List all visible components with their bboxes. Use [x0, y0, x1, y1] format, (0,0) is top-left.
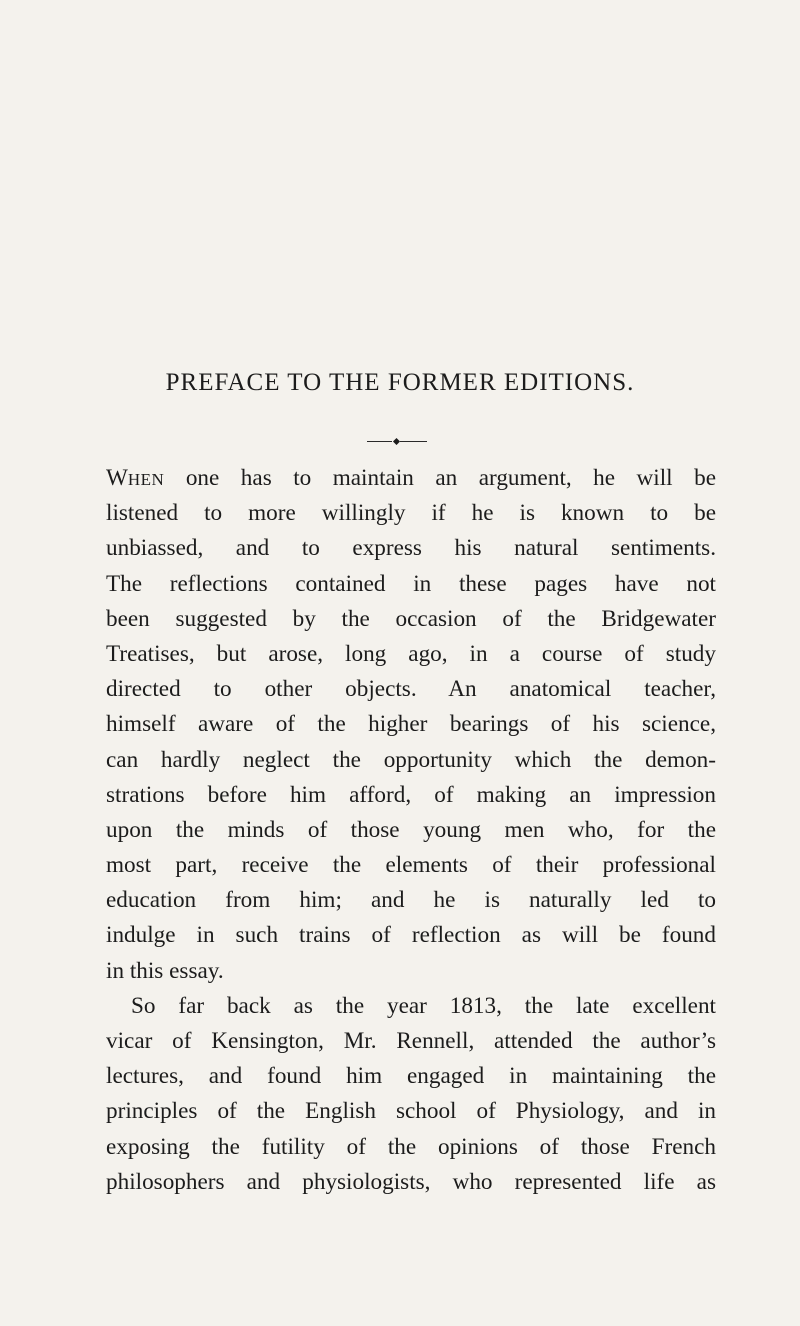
ornament-rule-right	[400, 441, 427, 442]
paragraph-2-line-1: So far back as the year 1813, the late excellent	[131, 992, 716, 1019]
paragraph-1-line-1	[106, 461, 716, 496]
paragraph-2-line: vicar of Kensington, Mr. Rennell, attended the author’s	[106, 1028, 716, 1054]
paragraph-1-line: listened to more willingly if he is known to be	[106, 500, 716, 527]
paragraph-1-line: strations before him afford, of making an impression	[106, 781, 716, 808]
diamond-icon	[392, 437, 400, 445]
paragraph-2-line: philosophers and physiologists, who represented life as	[106, 1168, 716, 1195]
paragraph-1-line: can hardly neglect the opportunity which the demon-	[106, 746, 716, 773]
paragraph-1-line: The reflections contained in these pages have not	[106, 570, 716, 597]
dropcap-letter: W	[106, 465, 128, 491]
paragraph-1-line: himself aware of the higher bearings of his science,	[106, 711, 716, 738]
paragraph-1-line: indulge in such trains of reflection as will be found	[106, 922, 716, 949]
paragraph-1-line: directed to other objects. An anatomical teacher,	[106, 676, 716, 703]
body-text	[106, 461, 716, 1200]
paragraph-1-line: Treatises, but arose, long ago, in a course of study	[106, 640, 716, 667]
paragraph-1-line: been suggested by the occasion of the Bridgewater	[106, 605, 716, 632]
paragraph-1-line: most part, receive the elements of their professional	[106, 852, 716, 879]
diamond-rule-ornament	[367, 437, 427, 447]
paragraph-2-line: lectures, and found him engaged in maintaining the	[106, 1063, 716, 1090]
paragraph-1-line-last: in this essay.	[106, 957, 224, 984]
ornament-rule-left	[367, 441, 392, 442]
paragraph-2-line: exposing the futility of the opinions of those French	[106, 1133, 716, 1160]
page-title: PREFACE TO THE FORMER EDITIONS.	[165, 369, 635, 396]
paragraph-1-line: unbiassed, and to express his natural sentiments.	[106, 535, 716, 562]
dropcap-smallcaps: HEN	[127, 470, 165, 489]
line-text: one has to maintain an argument, he will be	[164, 465, 716, 491]
paragraph-1-line: education from him; and he is naturally led to	[106, 887, 716, 914]
paragraph-2-line: principles of the English school of Physiology, and in	[106, 1098, 716, 1125]
paragraph-1-line: upon the minds of those young men who, for the	[106, 816, 716, 843]
